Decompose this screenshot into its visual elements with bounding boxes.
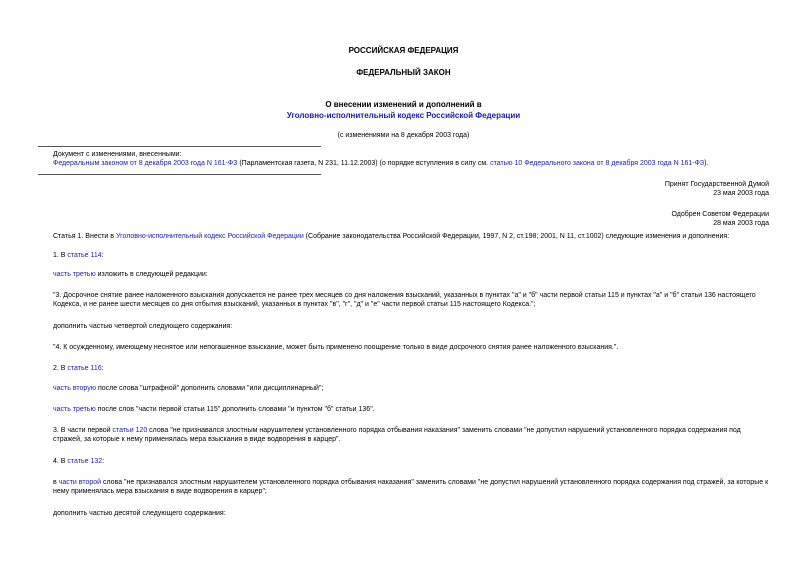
council-approval: Одобрен Советом Федерации [671, 211, 769, 218]
amendments-text-2: ). [704, 160, 709, 167]
item4a [38, 478, 769, 496]
law-title: О внесении изменений и дополнений в [325, 100, 482, 109]
part2-link[interactable]: часть вторую [53, 385, 96, 392]
article120-link[interactable]: статьи 120 [112, 427, 148, 434]
item4a-post: слова "не признавался злостным нарушителем установленного порядка отбывания наказания" заменить словами "не допустил нарушений установленного порядка содержания под стражей, за которые к нему применялась мера взыскания в виде водворения в карцер"; [53, 479, 769, 496]
item1 [38, 251, 769, 260]
code-link-2[interactable]: Уголовно-исполнительный кодекс Российской Федерации [115, 233, 304, 240]
item3 [38, 426, 769, 444]
part3-link[interactable]: часть третью [53, 271, 96, 278]
code-link[interactable]: Уголовно-исполнительный кодекс Российской Федерации [286, 111, 521, 120]
article10-link[interactable]: статью 10 Федерального закона от 8 декабря 2003 года N 161-ФЗ [490, 160, 705, 167]
article114-link[interactable]: статье 114 [67, 252, 102, 259]
divider-bottom [38, 174, 321, 175]
article132-link[interactable]: статье 132 [67, 458, 103, 465]
country-heading: РОССИЙСКАЯ ФЕДЕРАЦИЯ [348, 46, 459, 55]
duma-adoption: Принят Государственной Думой [664, 181, 769, 188]
divider-top [38, 146, 321, 147]
item3-post: слова "не признавался злостным нарушителем установленного порядка отбывания наказания" заменить словами "не допустил нарушений установленного порядка содержания под стражей, за которые к нему применялась мера взыскания в виде водворения в карцер". [53, 427, 741, 444]
amended-note: (с изменениями на 8 декабря 2003 года) [337, 132, 470, 139]
council-date: 28 мая 2003 года [713, 220, 769, 227]
item1a-text: изложить в следующей редакции: [95, 271, 208, 278]
item2b-text: после слов "части первой статьи 115" дополнить словами "и пунктом "б" статьи 136". [95, 406, 375, 413]
item1-num: 1. В [53, 252, 68, 259]
item2 [38, 364, 769, 373]
item4a-pre: в [53, 479, 59, 486]
item1-end: : [101, 252, 104, 259]
article1-post: (Собрание законодательства Российской Федерации, 1997, N 2, ст.198; 2001, N 11, ст.1002) следующие изменения и дополнения: [303, 233, 730, 240]
law-type-heading: ФЕДЕРАЛЬНЫЙ ЗАКОН [356, 68, 451, 77]
amendments-label: Документ с изменениями, внесенными: [53, 151, 182, 158]
item3-pre: 3. В части первой [53, 427, 113, 434]
amendments-text [38, 159, 769, 168]
law-title-link-line [38, 111, 769, 121]
part2-link-2[interactable]: части второй [58, 479, 102, 486]
item4 [38, 457, 769, 466]
item4-num: 4. В [53, 458, 68, 465]
article1-text [38, 232, 769, 241]
item1c: дополнить частью четвертой следующего содержания: [53, 323, 233, 330]
amendments-text-1: (Парламентская газета, N 231, 11.12.2003) (о порядке вступления в силу см. [237, 160, 491, 167]
item4b: дополнить частью десятой следующего содержания: [53, 510, 226, 517]
part3-link-2[interactable]: часть третью [53, 406, 96, 413]
amending-law-link[interactable]: Федеральным законом от 8 декабря 2003 года N 161-ФЗ [53, 160, 238, 167]
article116-link[interactable]: статье 116 [67, 365, 102, 372]
item2a-text: после слова "штрафной" дополнить словами "или дисциплинарный"; [96, 385, 324, 392]
item1d: "4. К осужденному, имеющему неснятое или непогашенное взыскание, может быть применено поощрение только в виде досрочного снятия ранее наложенного взыскания.". [53, 344, 619, 351]
item2-num: 2. В [53, 365, 68, 372]
item2b [38, 405, 769, 414]
duma-date: 23 мая 2003 года [713, 190, 769, 197]
item2-end: : [101, 365, 104, 372]
item4-end: : [102, 458, 105, 465]
article1-pre: Статья 1. Внести в [53, 233, 116, 240]
item2a [38, 384, 769, 393]
item1b: "3. Досрочное снятие ранее наложенного взыскания допускается не ранее трех месяцев со дня наложения взысканий, указанных в пунктах "а" и "б" части первой статьи 115 и пунктах "а" и "б" статьи 136 настоящего Кодекса, и не ранее шести месяцев со дня отбытия взысканий, указанных в пунктах "в", "г", "д" и "е" части первой статьи 115 настоящего Кодекса."; [53, 292, 756, 309]
item1a [38, 270, 769, 279]
